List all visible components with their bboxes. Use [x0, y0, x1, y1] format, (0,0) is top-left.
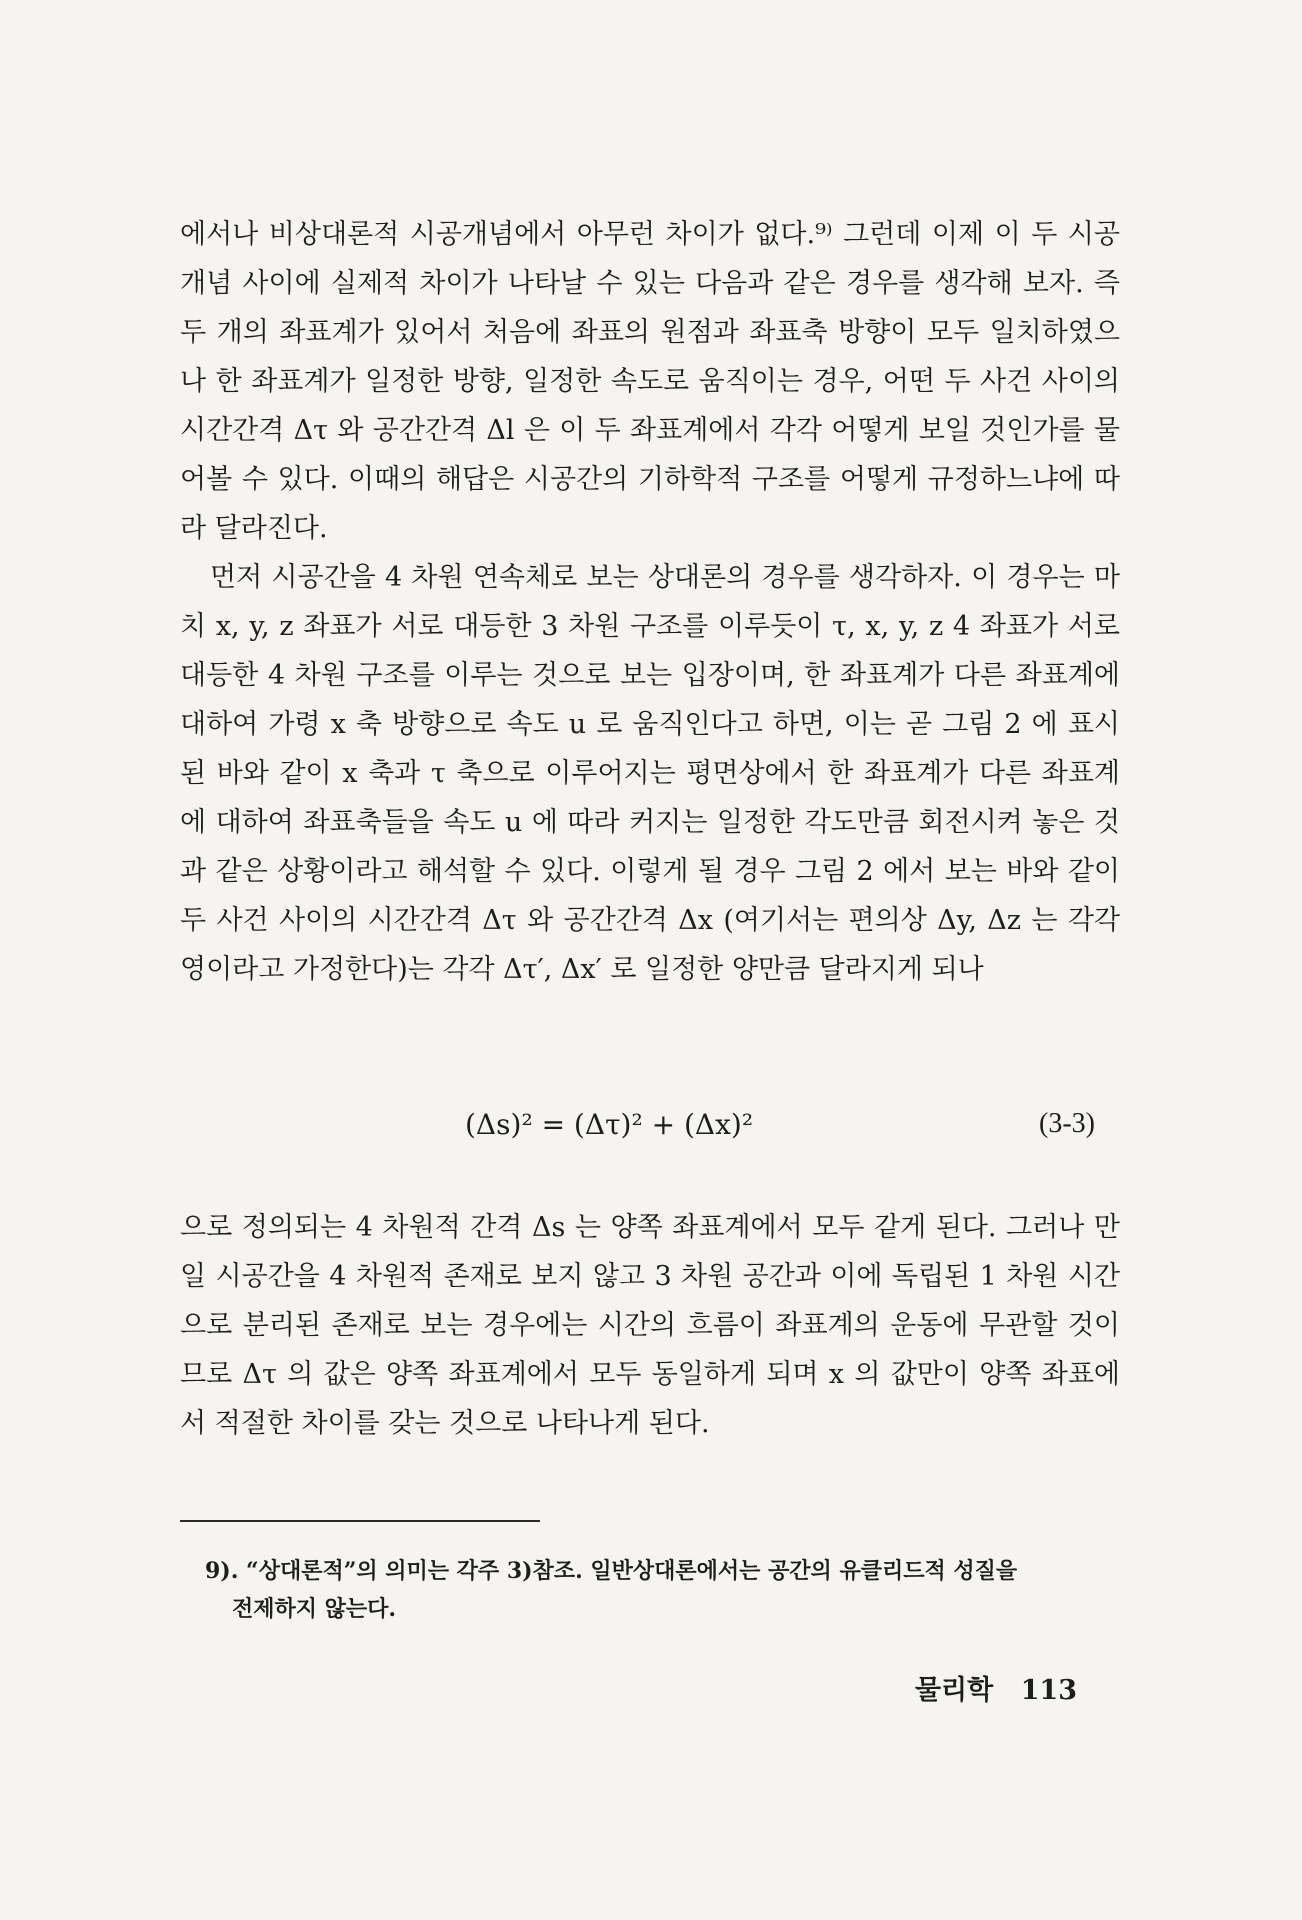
- paragraph-2: 먼저 시공간을 4 차원 연속체로 보는 상대론의 경우를 생각하자. 이 경우는 마치 x, y, z 좌표가 서로 대등한 3 차원 구조를 이루듯이 τ, x, y, z 4 좌표가 서로 대등한 4 차원 구조를 이루는 것으로 보는 입장이며, 한 좌표계가 다른 좌표계에 대하여 가령 x 축 방향으로 속도 u 로 움직인다고 하면, 이는 곧 그림 2 에 표시된 바와 같이 x 축과 τ 축으로 이루어지는 평면상에서 한 좌표계가 다른 좌표계에 대하여 좌표축들을 속도 u 에 따라 커지는 일정한 각도만큼 회전시켜 놓은 것과 같은 상황이라고 해석할 수 있다. 이렇게 될 경우 그림 2 에서 보는 바와 같이 두 사건 사이의 시간간격 Δτ 와 공간간격 Δx (여기서는 편의상 Δy, Δz 는 각각 영이라고 가정한다)는 각각 Δτ′, Δx′ 로 일정한 양만큼 달라지게 되나: [180, 562, 1120, 985]
- equation-number: (3-3): [1039, 1108, 1095, 1139]
- paragraph-3: 으로 정의되는 4 차원적 간격 Δs 는 양쪽 좌표계에서 모두 같게 된다. 그러나 만일 시공간을 4 차원적 존재로 보지 않고 3 차원 공간과 이에 독립된 1 차원 시간으로 분리된 존재로 보는 경우에는 시간의 흐름이 좌표계의 운동에 무관할 것이므로 Δτ 의 값은 양쪽 좌표계에서 모두 동일하게 되며 x 의 값만이 양쪽 좌표에서 적절한 차이를 갖는 것으로 나타나게 된다.: [180, 1212, 1120, 1439]
- equation-3-3: [180, 1108, 1120, 1158]
- paragraph-1: 에서나 비상대론적 시공개념에서 아무런 차이가 없다.⁹⁾ 그런데 이제 이 두 시공개념 사이에 실제적 차이가 나타날 수 있는 다음과 같은 경우를 생각해 보자. 즉 두 개의 좌표계가 있어서 처음에 좌표의 원점과 좌표축 방향이 모두 일치하였으나 한 좌표계가 일정한 방향, 일정한 속도로 움직이는 경우, 어떤 두 사건 사이의 시간간격 Δτ 와 공간간격 Δl 은 이 두 좌표계에서 각각 어떻게 보일 것인가를 물어볼 수 있다. 이때의 해답은 시공간의 기하학적 구조를 어떻게 규정하느냐에 따라 달라진다.: [180, 219, 1120, 544]
- page-number: 113: [1020, 1675, 1077, 1706]
- running-footer: [915, 1668, 1077, 1707]
- equation-formula: (Δs)² = (Δτ)² + (Δx)²: [465, 1108, 754, 1141]
- section-title: 물리학: [914, 1675, 994, 1706]
- footnote-divider: [180, 1520, 540, 1522]
- footnote-line-2: 전제하지 않는다.: [232, 1596, 397, 1622]
- footnote-line-1: 9). “상대론적”의 의미는 각주 3)참조. 일반상대론에서는 공간의 유클리드적 성질을: [205, 1558, 1018, 1584]
- main-text: [180, 210, 1120, 994]
- footnote-9: [205, 1552, 1105, 1628]
- main-text-continued: [180, 1203, 1120, 1448]
